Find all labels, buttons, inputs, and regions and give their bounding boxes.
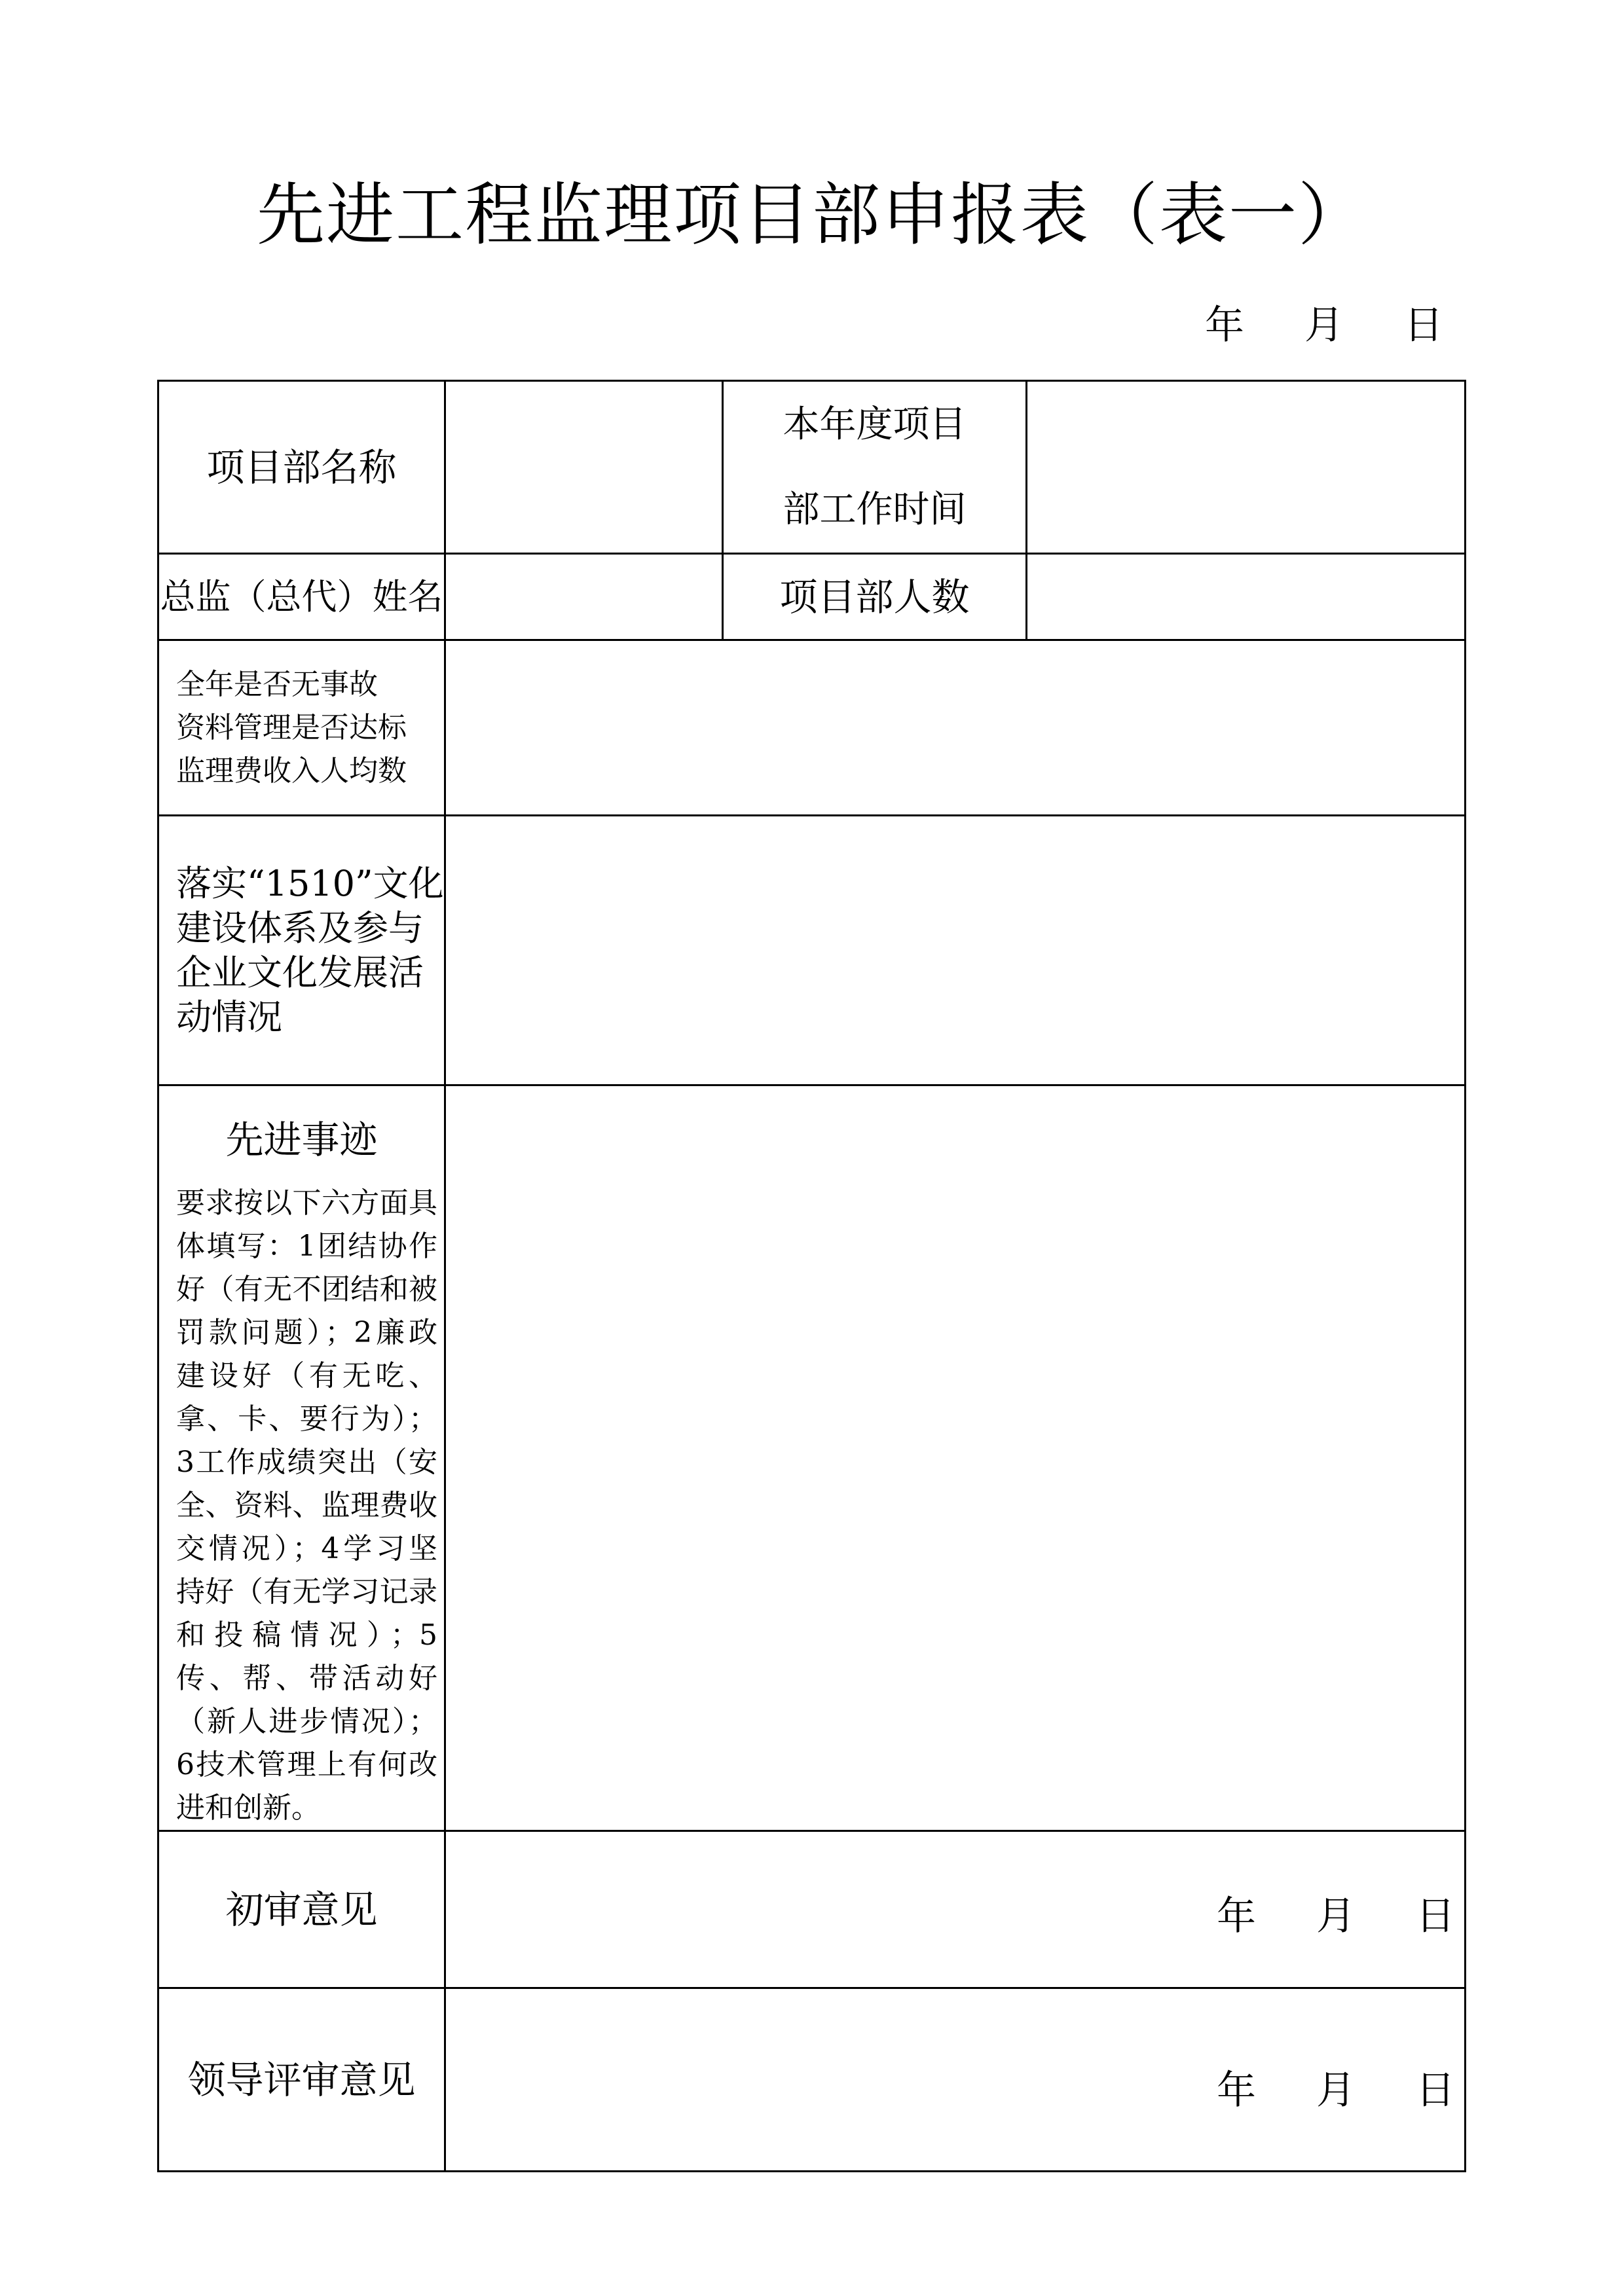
preliminary-review-label: 初审意见 [158,1831,445,1988]
work-time-label: 本年度项目 部工作时间 [723,381,1027,554]
leader-review-date [1217,2068,1479,2113]
staff-count-label: 项目部人数 [723,554,1027,640]
staff-count-field[interactable] [1027,554,1466,640]
date-month-label: 月 [1316,1893,1356,1939]
safety-management-field[interactable] [445,640,1466,816]
project-name-label: 项目部名称 [158,381,445,554]
date-day-label: 日 [1404,302,1443,348]
date-day-label: 日 [1416,1893,1455,1939]
page-title: 先进工程监理项目部申报表（表一） [256,175,1367,255]
leader-review-label: 领导评审意见 [158,1988,445,2172]
date-year-label: 年 [1217,2068,1256,2113]
advanced-deeds-field[interactable] [445,1085,1466,1831]
date-month-label: 月 [1316,2068,1356,2113]
advanced-deeds-instructions: 要求按以下六方面具体填写：1团结协作好（有无不团结和被罚款问题）；2廉政建设好（有无吃、拿、卡、要行为）；3工作成绩突出（安全、资料、监理费收交情况）；4学习坚持好（有无学习记录和投稿情况）；5传、帮、带活动好（新人进步情况）；6技术管理上有何改进和创新。 [176,1186,437,1825]
chief-supervisor-name-label: 总监（总代）姓名 [158,554,445,640]
chief-supervisor-name-field[interactable] [445,554,723,640]
date-year-label: 年 [1217,1893,1256,1939]
date-month-label: 月 [1304,302,1344,348]
advanced-deeds-title: 先进事迹 [225,1118,378,1162]
safety-management-label: 全年是否无事故 资料管理是否达标 监理费收入人均数 [158,640,445,816]
work-time-field[interactable] [1027,381,1466,554]
culture-activities-label: 落实“1510”文化 建设体系及参与 企业文化发展活 动情况 [158,816,445,1085]
culture-activities-field[interactable] [445,816,1466,1085]
advanced-deeds-label-cell [158,1085,445,1831]
header-date [1205,302,1467,348]
date-year-label: 年 [1205,302,1244,348]
date-day-label: 日 [1416,2068,1455,2113]
preliminary-review-date [1217,1893,1479,1939]
project-name-field[interactable] [445,381,723,554]
